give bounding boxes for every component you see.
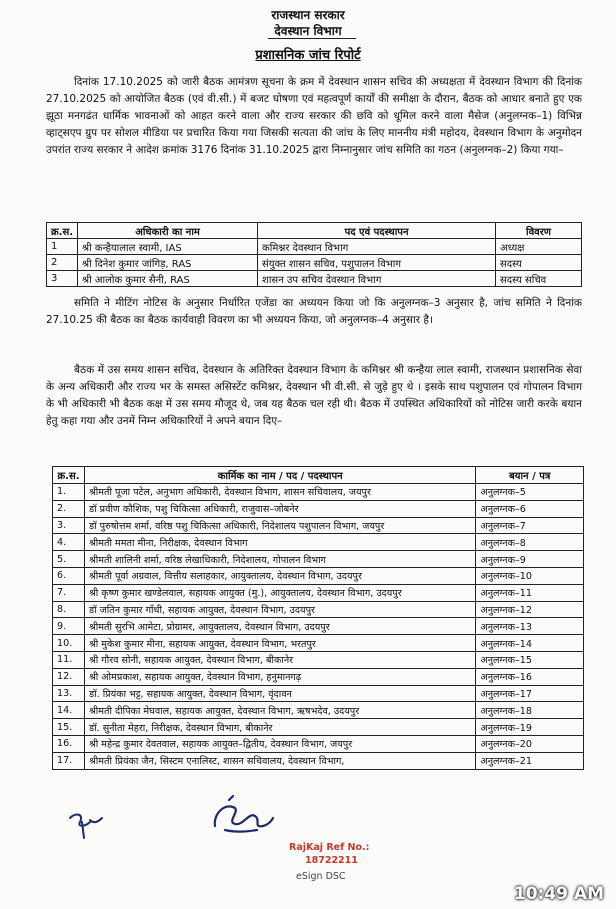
committee-header-row: [47, 223, 582, 239]
officer-detail-cell: डॉ प्रवीण कौशिक, पशु चिकित्सा अधिकारी, राजुवास–जोबनेर: [84, 500, 475, 517]
annexure-cell: अनुलग्नक–17: [476, 685, 584, 702]
officer-detail-cell: श्रीमती ममता मीना, निरीक्षक, देवस्थान विभाग: [84, 534, 475, 551]
post-cell: संयुक्त शासन सचिव, पशुपालन विभाग: [258, 255, 496, 271]
officer-detail-cell: डॉ. सुनीता मेहरा, निरीक्षक, देवस्थान विभाग, बीकानेर: [84, 719, 475, 736]
annexure-cell: अनुलग्नक–6: [476, 500, 584, 517]
annexure-cell: अनुलग्नक–10: [476, 567, 584, 584]
rajkaj-ref-label: RajKaj Ref No.:: [289, 842, 370, 853]
serial-cell: 2: [47, 255, 78, 271]
serial-cell: 2.: [53, 500, 85, 517]
annexure-cell: अनुलग्नक–15: [476, 651, 584, 668]
officer-name-cell: श्री आलोक कुमार सैनी, RAS: [78, 271, 258, 287]
table-row: [53, 551, 584, 568]
officer-name-cell: श्री दिनेश कुमार जांगिड़, RAS: [78, 255, 258, 271]
serial-cell: 5.: [53, 551, 85, 568]
serial-cell: 3.: [53, 517, 85, 534]
officer-detail-cell: श्री महेन्द्र कुमार देवतवाल, सहायक आयुक्त–द्वितीय, देवस्थान विभाग, जयपुर: [84, 735, 475, 752]
serial-cell: 6.: [53, 567, 85, 584]
annexure-cell: अनुलग्नक–5: [476, 484, 584, 501]
serial-cell: 10.: [53, 635, 85, 652]
statements-header-cell: क्र.स.: [53, 467, 85, 484]
statements-table: [52, 466, 584, 770]
officer-detail-cell: श्रीमती प्रियंका जैन, सिस्टम एनालिस्ट, शासन सचिवालय, देवस्थान विभाग,: [84, 752, 475, 769]
serial-cell: 14.: [53, 702, 85, 719]
table-row: [53, 517, 584, 534]
report-title: प्रशासनिक जांच रिपोर्ट: [255, 48, 361, 63]
officer-detail-cell: डॉ पुरुषोत्तम शर्मा, वरिष्ठ पशु चिकित्सा अधिकारी, निदेशालय पशुपालन विभाग, जयपुर: [84, 517, 475, 534]
status-time: 10:49 AM: [513, 884, 604, 904]
officer-detail-cell: श्रीमती पूर्वा अग्रवाल, वित्तीय सलाहकार, आयुक्तालय, देवस्थान विभाग, उदयपुर: [84, 567, 475, 584]
annexure-cell: अनुलग्नक–14: [476, 635, 584, 652]
esign-label: eSign DSC: [296, 871, 346, 882]
officer-detail-cell: श्री कृष्ण कुमार खण्डेलवाल, सहायक आयुक्त (मु.), आयुक्तालय, देवस्थान विभाग, उदयपुर: [84, 584, 475, 601]
annexure-cell: अनुलग्नक–9: [476, 551, 584, 568]
officer-detail-cell: डॉ. प्रियंका भट्ट, सहायक आयुक्त, देवस्थान विभाग, वृंदावन: [84, 685, 475, 702]
table-row: [53, 618, 584, 635]
committee-header-cell: विवरण: [496, 223, 582, 239]
annexure-cell: अनुलग्नक–21: [476, 752, 584, 769]
committee-header-cell: क्र.स.: [47, 223, 78, 239]
officer-name-cell: श्री कन्हैयालाल स्वामी, IAS: [78, 239, 258, 255]
serial-cell: 11.: [53, 651, 85, 668]
committee-table: [46, 222, 582, 287]
annexure-cell: अनुलग्नक–7: [476, 517, 584, 534]
table-row: [53, 719, 584, 736]
serial-cell: 16.: [53, 735, 85, 752]
table-row: [53, 601, 584, 618]
annexure-cell: अनुलग्नक–11: [476, 584, 584, 601]
attendance-paragraph: बैठक में उस समय शासन सचिव, देवस्थान के अतिरिक्त देवस्थान विभाग के कमिश्नर श्री कन्हैया लाल स्वामी, राजस्थान प्रशासनिक सेवा के अन्य अधिकारी और राज्य भर के समस्त असिस्टेंट कमिश्नर, देवस्थान भी वी.सी. से जुड़े हुए थे । इसके साथ पशुपालन एवं गोपालन विभाग के भी अधिकारी भी बैठक कक्ष में उस समय मौजूद थे, जब यह बैठक चल रही थी। बैठक में उपस्थित अधिकारियों को नोटिस जारी करके बयान हेतु कहा गया और उनमें निम्न अधिकारियों ने अपने बयान दिए–: [46, 364, 582, 427]
table-row: [53, 651, 584, 668]
table-row: [47, 271, 582, 287]
agenda-paragraph: समिति ने मीटिंग नोटिस के अनुसार निर्धारित एजेंडा का अध्ययन किया जो कि अनुलग्नक–3 अनुसार है, जांच समिति ने दिनांक 27.10.25 की बैठक का बैठक कार्यवाही विवरण का भी अध्ययन किया, जो अनुलग्नक–4 अनुसार है।: [46, 297, 582, 326]
officer-detail-cell: श्रीमती सुरभि आमेटा, प्रोग्रामर, आयुक्तालय, देवस्थान विभाग, उदयपुर: [84, 618, 475, 635]
committee-header-cell: अधिकारी का नाम: [78, 223, 258, 239]
post-cell: शासन उप सचिव देवस्थान विभाग: [258, 271, 496, 287]
statements-body: [53, 484, 584, 770]
table-row: [53, 685, 584, 702]
serial-cell: 9.: [53, 618, 85, 635]
post-cell: कमिश्नर देवस्थान विभाग: [258, 239, 496, 255]
annexure-cell: अनुलग्नक–18: [476, 702, 584, 719]
role-cell: सदस्य: [496, 255, 582, 271]
annexure-cell: अनुलग्नक–13: [476, 618, 584, 635]
table-row: [47, 255, 582, 271]
serial-cell: 1: [47, 239, 78, 255]
serial-cell: 17.: [53, 752, 85, 769]
table-row: [53, 567, 584, 584]
annexure-cell: अनुलग्नक–8: [476, 534, 584, 551]
officer-detail-cell: श्री ओमप्रकाश, सहायक आयुक्त, देवस्थान विभाग, हनुमानगढ़: [84, 668, 475, 685]
statements-header-row: [53, 467, 584, 484]
serial-cell: 1.: [53, 484, 85, 501]
role-cell: सदस्य सचिव: [496, 271, 582, 287]
table-row: [53, 752, 584, 769]
annexure-cell: अनुलग्नक–19: [476, 719, 584, 736]
serial-cell: 15.: [53, 719, 85, 736]
table-row: [53, 484, 584, 501]
annexure-cell: अनुलग्नक–20: [476, 735, 584, 752]
header-divider: [268, 38, 356, 39]
officer-detail-cell: श्रीमती दीपिका मेघवाल, सहायक आयुक्त, देवस्थान विभाग, ऋषभदेव, उदयपुर: [84, 702, 475, 719]
table-row: [53, 635, 584, 652]
statements-header-cell: कार्मिक का नाम / पद / पदस्थापन: [84, 467, 475, 484]
role-cell: अध्यक्ष: [496, 239, 582, 255]
intro-paragraph: दिनांक 17.10.2025 को जारी बैठक आमंत्रण सूचना के क्रम में देवस्थान शासन सचिव की अध्यक्षता में देवस्थान विभाग की दिनांक 27.10.2025 को आयोजित बैठक (एवं वी.सी.) में बजट घोषणा एवं महत्वपूर्ण कार्यों की समीक्षा के दौरान, बैठक को आधार बनाते हुए एक झूठा मनगढंत धार्मिक भावनाओं को आहत करने वाला और राज्य सरकार की छवि को धूमिल करने वाला मैसेज (अनुलग्नक–1) विभिन्न व्हाट्सएप ग्रुप पर सोशल मीडिया पर प्रचारित किया गया जिसकी सत्यता की जांच के लिए माननीय मंत्री महोदय, देवस्थान विभाग के अनुमोदन उपरांत राज्य सरकार ने आदेश क्रमांक 3176 दिनांक 31.10.2025 द्वारा निम्नानुसार जांच समिति का गठन (अनुलग्नक–2) किया गया–: [46, 76, 582, 156]
committee-header-cell: पद एवं पदस्थापन: [258, 223, 496, 239]
officer-detail-cell: श्री गौरव सोनी, सहायक आयुक्त, देवस्थान विभाग, बीकानेर: [84, 651, 475, 668]
table-row: [53, 668, 584, 685]
statements-header-cell: बयान / पत्र: [476, 467, 584, 484]
rajkaj-ref-number: 18722211: [305, 855, 358, 866]
table-row: [53, 534, 584, 551]
initials-signature: [66, 808, 106, 842]
officer-detail-cell: श्रीमती शालिनी शर्मा, वरिष्ठ लेखाधिकारी, निदेशालय, गोपालन विभाग: [84, 551, 475, 568]
serial-cell: 4.: [53, 534, 85, 551]
annexure-cell: अनुलग्नक–12: [476, 601, 584, 618]
serial-cell: 13.: [53, 685, 85, 702]
serial-cell: 12.: [53, 668, 85, 685]
serial-cell: 7.: [53, 584, 85, 601]
serial-cell: 3: [47, 271, 78, 287]
officer-detail-cell: डॉ जतिन कुमार गाँधी, सहायक आयुक्त, देवस्थान विभाग, उदयपुर: [84, 601, 475, 618]
table-row: [53, 735, 584, 752]
officer-detail-cell: श्रीमती पूजा पटेल, अनुभाग अधिकारी, देवस्थान विभाग, शासन सचिवालय, जयपुर: [84, 484, 475, 501]
table-row: [53, 702, 584, 719]
govt-name: राजस्थान सरकार: [271, 8, 345, 22]
table-row: [53, 500, 584, 517]
officer-detail-cell: श्री मुकेश कुमार मीना, सहायक आयुक्त, देवस्थान विभाग, भरतपुर: [84, 635, 475, 652]
signature: [205, 792, 275, 838]
table-row: [53, 584, 584, 601]
serial-cell: 8.: [53, 601, 85, 618]
department-name: देवस्थान विभाग: [274, 24, 342, 38]
annexure-cell: अनुलग्नक–16: [476, 668, 584, 685]
table-row: [47, 239, 582, 255]
